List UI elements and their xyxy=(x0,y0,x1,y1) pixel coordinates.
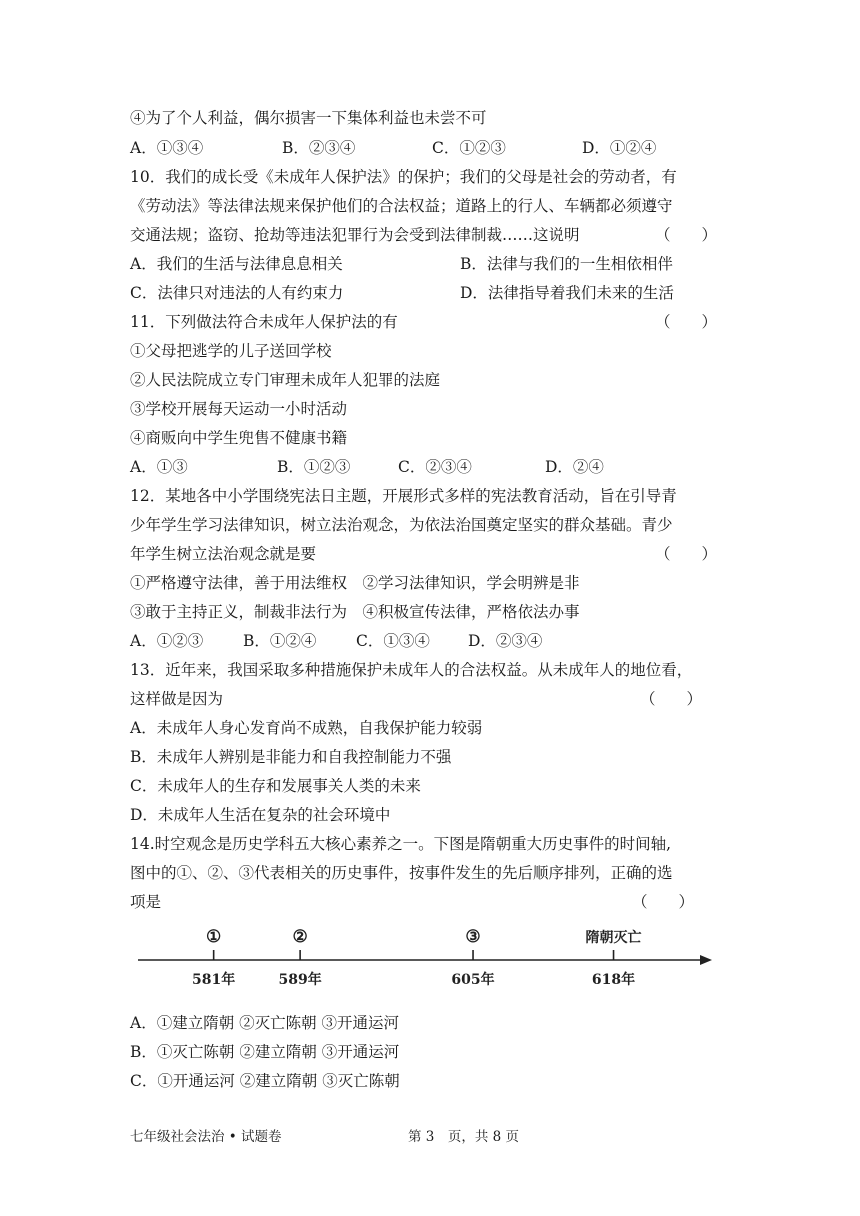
timeline-event-label-3: ③ xyxy=(465,927,481,947)
footer-subject: 七年级社会法治 • 试题卷 xyxy=(130,1129,282,1145)
timeline-year-label-3: 605年 xyxy=(451,972,495,988)
timeline-event-label-4: 隋朝灭亡 xyxy=(585,930,642,946)
q12-stem-line-3: 年学生树立法治观念就是要 xyxy=(130,545,317,563)
q10-stem-line-3: 交通法规；盗窃、抢劫等违法犯罪行为会受到法律制裁……这说明 xyxy=(130,226,580,244)
q11-option-c[interactable]: C．②③④ xyxy=(398,458,472,476)
q11-item-4: ④商贩向中学生兜售不健康书籍 xyxy=(130,429,348,447)
q12-option-a[interactable]: A．①②③ xyxy=(130,632,204,650)
q14-answer-blank[interactable]: （ ） xyxy=(632,893,695,911)
q10-option-c[interactable]: C．法律只对违法的人有约束力 xyxy=(130,284,344,302)
timeline-event-label-2: ② xyxy=(292,927,308,947)
timeline-year-label-2: 589年 xyxy=(278,972,322,988)
q11-option-b[interactable]: B．①②③ xyxy=(277,458,351,476)
q14-stem-line-3: 项是 xyxy=(130,893,162,911)
q12-answer-blank[interactable]: （ ） xyxy=(655,545,718,563)
footer-page-number: 第 3 页，共 8 页 xyxy=(408,1129,520,1145)
q13-answer-blank[interactable]: （ ） xyxy=(640,690,703,708)
q13-option-d[interactable]: D．未成年人生活在复杂的社会环境中 xyxy=(130,806,391,824)
q11-item-1: ①父母把逃学的儿子送回学校 xyxy=(130,342,332,360)
q9-option-d[interactable]: D．①②④ xyxy=(582,139,657,157)
q13-option-a[interactable]: A．未成年人身心发育尚不成熟，自我保护能力较弱 xyxy=(130,719,483,737)
q11-item-2: ②人民法院成立专门审理未成年人犯罪的法庭 xyxy=(130,371,441,389)
sui-dynasty-timeline xyxy=(130,920,730,1000)
q14-stem-line-2: 图中的①、②、③代表相关的历史事件，按事件发生的先后顺序排列，正确的选 xyxy=(130,864,673,882)
q10-option-d[interactable]: D．法律指导着我们未来的生活 xyxy=(460,284,674,302)
q11-option-d[interactable]: D．②④ xyxy=(545,458,604,476)
q12-stem-line-1: 12．某地各中小学围绕宪法日主题，开展形式多样的宪法教育活动，旨在引导青 xyxy=(130,487,677,505)
q13-stem-line-2: 这样做是因为 xyxy=(130,690,224,708)
q11-item-3: ③学校开展每天运动一小时活动 xyxy=(130,400,348,418)
q11-answer-blank[interactable]: （ ） xyxy=(655,313,718,331)
q14-option-c[interactable]: C．①开通运河 ②建立隋朝 ③灭亡陈朝 xyxy=(130,1072,400,1090)
q14-option-b[interactable]: B．①灭亡陈朝 ②建立隋朝 ③开通运河 xyxy=(130,1043,400,1061)
q12-stem-line-2: 少年学生学习法律知识，树立法治观念，为依法治国奠定坚实的群众基础。青少 xyxy=(130,516,673,534)
q11-option-a[interactable]: A．①③ xyxy=(130,458,188,476)
q9-option-a[interactable]: A．①③④ xyxy=(130,139,204,157)
q13-option-b[interactable]: B．未成年人辨别是非能力和自我控制能力不强 xyxy=(130,748,452,766)
q14-stem-line-1: 14.时空观念是历史学科五大核心素养之一。下图是隋朝重大历史事件的时间轴, xyxy=(130,835,672,853)
q12-items-line-1: ①严格遵守法律，善于用法维权 ②学习法律知识，学会明辨是非 xyxy=(130,574,580,592)
q9-option-b[interactable]: B．②③④ xyxy=(282,139,356,157)
q12-option-b[interactable]: B．①②④ xyxy=(243,632,317,650)
q13-stem-line-1: 13．近年来，我国采取多种措施保护未成年人的合法权益。从未成年人的地位看， xyxy=(130,661,693,679)
q11-stem: 11．下列做法符合未成年人保护法的有 xyxy=(130,313,398,331)
q10-stem-line-1: 10．我们的成长受《未成年人保护法》的保护；我们的父母是社会的劳动者，有 xyxy=(130,168,677,186)
timeline-arrow-icon xyxy=(700,955,712,965)
q14-option-a[interactable]: A．①建立隋朝 ②灭亡陈朝 ③开通运河 xyxy=(130,1014,400,1032)
q10-stem-line-2: 《劳动法》等法律法规来保护他们的合法权益；道路上的行人、车辆都必须遵守 xyxy=(130,197,673,215)
q9-item-4: ④为了个人利益，偶尔损害一下集体利益也未尝不可 xyxy=(130,109,487,127)
q10-option-a[interactable]: A．我们的生活与法律息息相关 xyxy=(130,255,343,273)
q12-option-c[interactable]: C．①③④ xyxy=(356,632,430,650)
q9-option-c[interactable]: C．①②③ xyxy=(432,139,506,157)
q10-option-b[interactable]: B．法律与我们的一生相依相伴 xyxy=(460,255,673,273)
timeline-year-label-4: 618年 xyxy=(591,972,636,988)
q13-option-c[interactable]: C．未成年人的生存和发展事关人类的未来 xyxy=(130,777,421,795)
q10-answer-blank[interactable]: （ ） xyxy=(655,226,718,244)
timeline-event-label-1: ① xyxy=(206,927,222,947)
timeline-year-label-1: 581年 xyxy=(192,972,236,988)
q12-option-d[interactable]: D．②③④ xyxy=(468,632,543,650)
q12-items-line-2: ③敢于主持正义，制裁非法行为 ④积极宣传法律，严格依法办事 xyxy=(130,603,580,621)
